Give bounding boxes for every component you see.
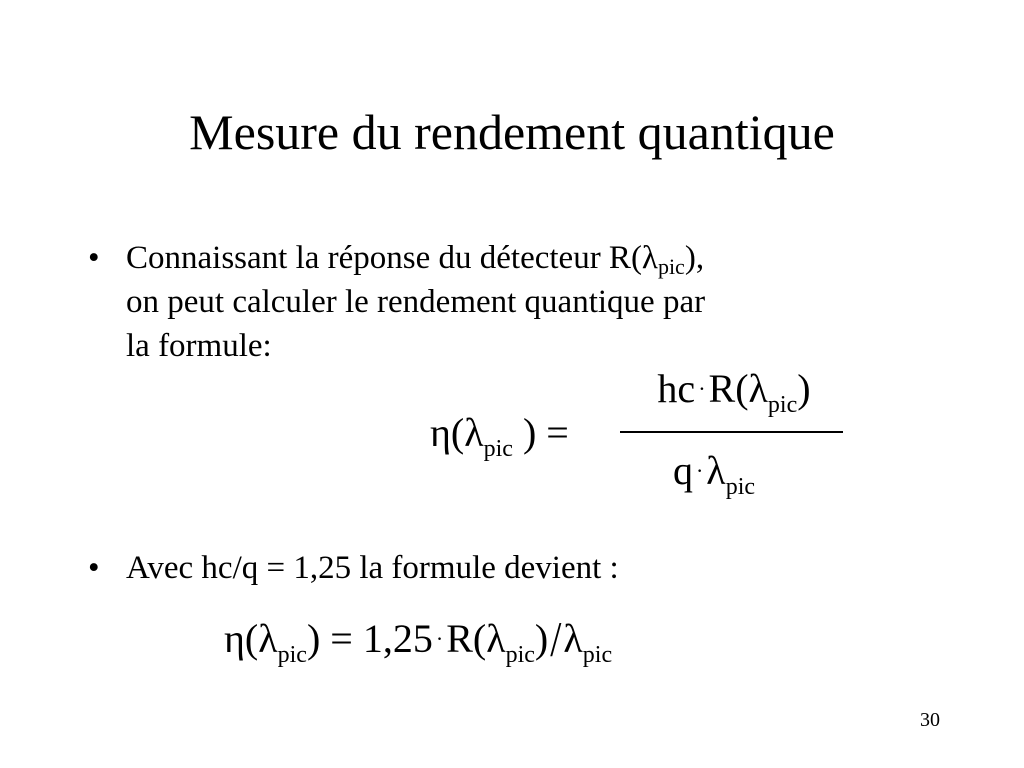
subscript-pic: pic (725, 474, 756, 500)
fraction-bar (620, 431, 843, 433)
r-lambda: R(λ (708, 366, 768, 411)
hc: hc (657, 366, 696, 411)
bullet1-line2: on peut calculer le rendement quantique par (126, 284, 706, 320)
equals-125: ) = 1,25 (306, 616, 433, 661)
division-slash: / (550, 610, 562, 667)
lambda: λ (706, 448, 726, 493)
r-lambda: R(λ (446, 616, 506, 661)
q: q (672, 448, 693, 493)
formula2 (224, 610, 613, 668)
dot-operator: · (698, 376, 706, 401)
subscript-pic: pic (582, 642, 613, 668)
bullet1-line1-end: ), (684, 240, 705, 276)
bullet-marker: • (88, 240, 100, 276)
slide-title: Mesure du rendement quantique (189, 104, 835, 160)
bullet-marker: • (88, 550, 100, 586)
formula1-denominator (624, 446, 804, 500)
bullet1-line1: Connaissant la réponse du détecteur R(λ (126, 240, 658, 276)
dot-operator: · (695, 458, 704, 483)
formula1-lhs (430, 408, 569, 462)
subscript-pic: pic (657, 254, 685, 279)
close-equals: ) = (512, 410, 569, 455)
close-paren: ) (534, 616, 549, 661)
page-number: 30 (920, 709, 940, 731)
subscript-pic: pic (767, 392, 798, 418)
subscript-pic: pic (505, 642, 535, 668)
eta-lambda: η(λ (224, 616, 278, 661)
subscript-pic: pic (277, 642, 307, 668)
bullet-text: Avec hc/q = 1,25 la formule devient : (126, 550, 619, 586)
subscript-pic: pic (483, 436, 513, 462)
eta-lambda: η(λ (430, 410, 484, 455)
lambda: λ (563, 616, 583, 661)
bullet-text (126, 236, 956, 368)
dot-operator: · (435, 626, 444, 651)
close-paren: ) (797, 366, 811, 411)
formula1-numerator (624, 364, 844, 418)
bullet1-line3: la formule: (126, 328, 272, 364)
